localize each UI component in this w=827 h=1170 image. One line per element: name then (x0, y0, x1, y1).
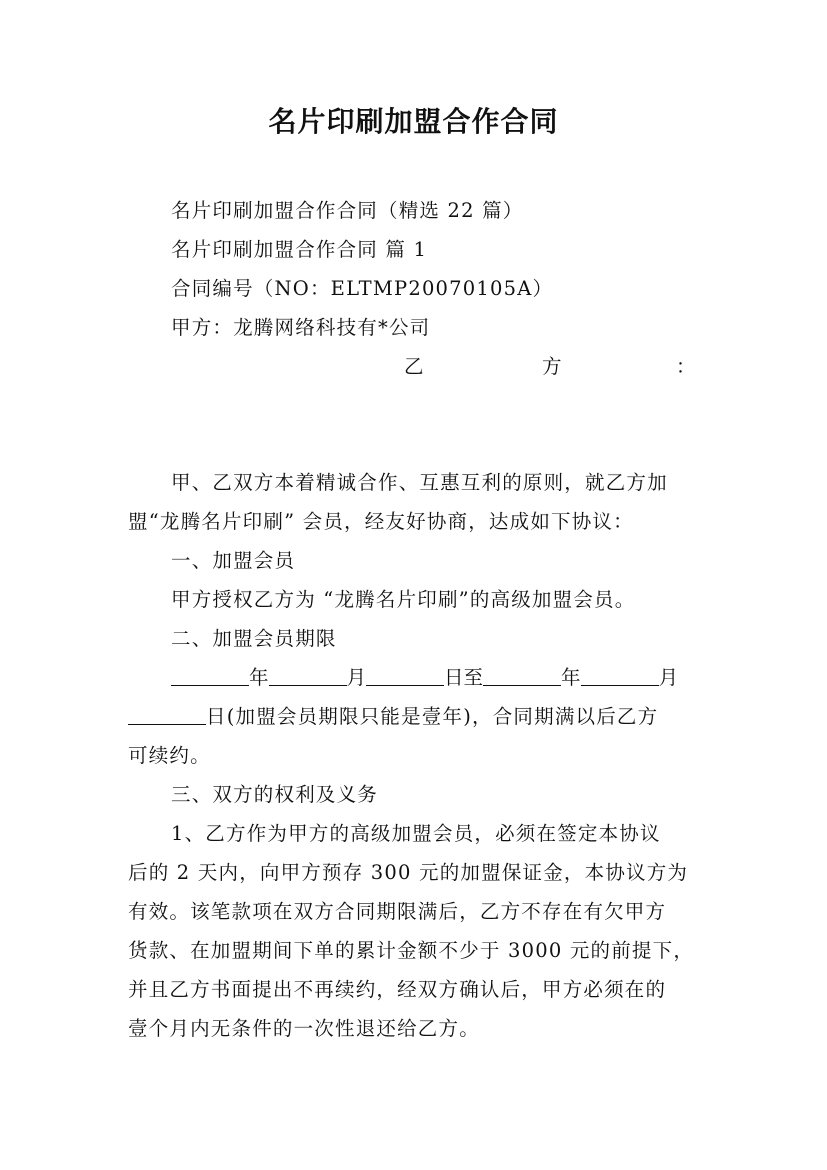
label-day-to: 日至 (444, 666, 484, 689)
blank-year-start[interactable] (171, 665, 249, 686)
blank-month-start[interactable] (269, 665, 347, 686)
date-tail-text: 日(加盟会员期限只能是壹年)，合同期满以后乙方 (206, 705, 659, 728)
party-a-line: 甲方：龙腾网络科技有*公司 (171, 316, 431, 339)
label-month: 月 (346, 666, 367, 689)
section-1-heading: 一、加盟会员 (171, 549, 296, 572)
chapter-line: 名片印刷加盟合作合同 篇 1 (171, 238, 428, 261)
blank-month-end[interactable] (581, 665, 659, 686)
party-b-char-1: 乙 (404, 355, 424, 378)
section-3-item-1-line-1: 1、乙方作为甲方的高级加盟会员，必须在签定本协议 (171, 822, 661, 845)
document-title: 名片印刷加盟合作合同 (268, 105, 559, 138)
party-b-colon: ： (676, 355, 696, 378)
blank-year-end[interactable] (483, 665, 561, 686)
section-3-item-1-line-2: 后的 2 天内，向甲方预存 300 元的加盟保证金，本协议方为 (128, 861, 689, 884)
intro-line-2: 盟“龙腾名片印刷” 会员，经友好协商，达成如下协议： (128, 510, 634, 533)
section-1-text: 甲方授权乙方为 “龙腾名片印刷”的高级加盟会员。 (171, 588, 636, 611)
date-range-line-2 (128, 704, 708, 730)
subtitle-line: 名片印刷加盟合作合同（精选 22 篇） (171, 199, 524, 222)
party-b-char-2: 方 (542, 355, 562, 378)
blank-day-end[interactable] (128, 704, 206, 725)
label-year-end: 年 (561, 666, 581, 689)
section-3-item-1-line-5: 并且乙方书面提出不再续约，经双方确认后，甲方必须在的 (128, 978, 667, 1001)
intro-line-1: 甲、乙双方本着精诚合作、互惠互利的原则，就乙方加 (171, 471, 668, 494)
section-3-heading: 三、双方的权利及义务 (171, 783, 379, 806)
contract-number: 合同编号（NO：ELTMP20070105A） (171, 277, 554, 300)
date-range-line (171, 665, 751, 691)
section-3-item-1-line-6: 壹个月内无条件的一次性退还给乙方。 (128, 1017, 480, 1040)
section-3-item-1-line-4: 货款、在加盟期间下单的累计金额不少于 3000 元的前提下， (128, 939, 695, 962)
label-month-end: 月 (658, 666, 679, 689)
renew-line: 可续约。 (128, 744, 211, 767)
blank-day-start[interactable] (366, 665, 444, 686)
section-2-heading: 二、加盟会员期限 (171, 627, 337, 650)
label-year: 年 (249, 666, 269, 689)
section-3-item-1-line-3: 有效。该笔款项在双方合同期限满后，乙方不存在有欠甲方 (128, 900, 667, 923)
